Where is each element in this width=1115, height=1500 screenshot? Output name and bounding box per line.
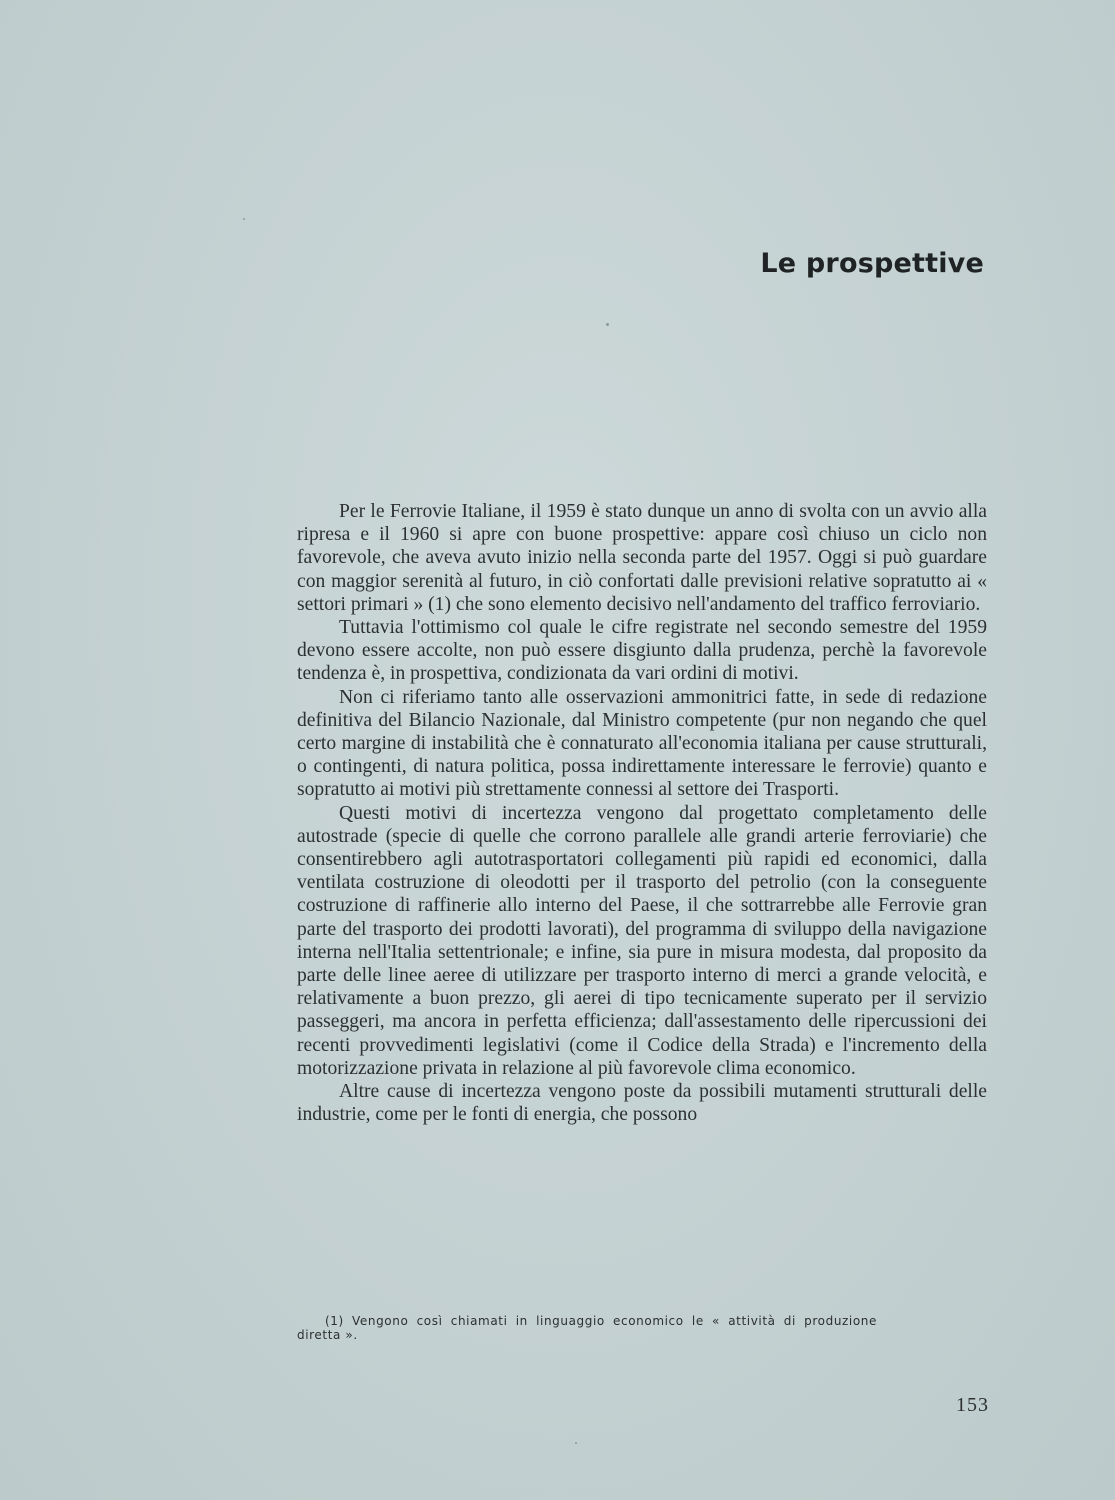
paper-speck	[575, 1442, 577, 1444]
paper-speck	[243, 218, 245, 220]
paragraph: Tuttavia l'ottimismo col quale le cifre registrate nel secondo semestre del 1959 devono essere accolte, non può essere disgiunto dalla prudenza, perchè la favorevole tendenza è, in prospettiva, condizionata da vari ordini di motivi.	[297, 617, 987, 685]
page-number: 153	[956, 1394, 989, 1416]
body-text	[297, 500, 987, 1126]
paragraph: Per le Ferrovie Italiane, il 1959 è stato dunque un anno di svolta con un avvio alla ripresa e il 1960 si apre con buone prospettive: appare così chiuso un ciclo non favorevole, che aveva avuto inizio nella seconda parte del 1957. Oggi si può guardare con maggior serenità al futuro, in ciò confortati dalle previsioni relative sopratutto ai « settori primari » (1) che sono elemento decisivo nell'andamento del traffico ferroviario.	[297, 501, 987, 615]
footnote: (1) Vengono così chiamati in linguaggio economico le « attività di produzione diretta ».	[297, 1314, 877, 1342]
section-title: Le prospettive	[760, 248, 984, 279]
paper-speck	[606, 323, 609, 326]
paragraph: Altre cause di incertezza vengono poste da possibili mutamenti strutturali delle industrie, come per le fonti di energia, che possono	[297, 1081, 987, 1126]
paragraph: Questi motivi di incertezza vengono dal progettato completamento delle autostrade (specie di quelle che corrono parallele alle grandi arterie ferroviarie) che consentirebbero agli autotrasportatori collegamenti più rapidi ed economici, dalla ventilata costruzione di oleodotti per il trasporto del petrolio (con la conseguente costruzione di raffinerie allo interno del Paese, il che sottrarrebbe alle Ferrovie gran parte del trasporto dei prodotti lavorati), del programma di sviluppo della navigazione interna nell'Italia settentrionale; e infine, sia pure in misura modesta, dal proposito da parte delle linee aeree di utilizzare per trasporto interno di merci a grande velocità, e relativamente a buon prezzo, gli aerei di tipo tecnicamente superato per il servizio passeggeri, ma ancora in perfetta efficienza; dall'assestamento delle ripercussioni dei recenti provvedimenti legislativi (come il Codice della Strada) e l'incremento della motorizzazione privata in relazione al più favorevole clima economico.	[297, 802, 987, 1079]
paragraph: Non ci riferiamo tanto alle osservazioni ammonitrici fatte, in sede di redazione definitiva del Bilancio Nazionale, dal Ministro competente (pur non negando che quel certo margine di instabilità che è connaturato all'economia italiana per cause strutturali, o contingenti, di natura politica, possa indirettamente interessare le ferrovie) quanto e sopratutto ai motivi più strettamente connessi al settore dei Trasporti.	[297, 686, 987, 801]
